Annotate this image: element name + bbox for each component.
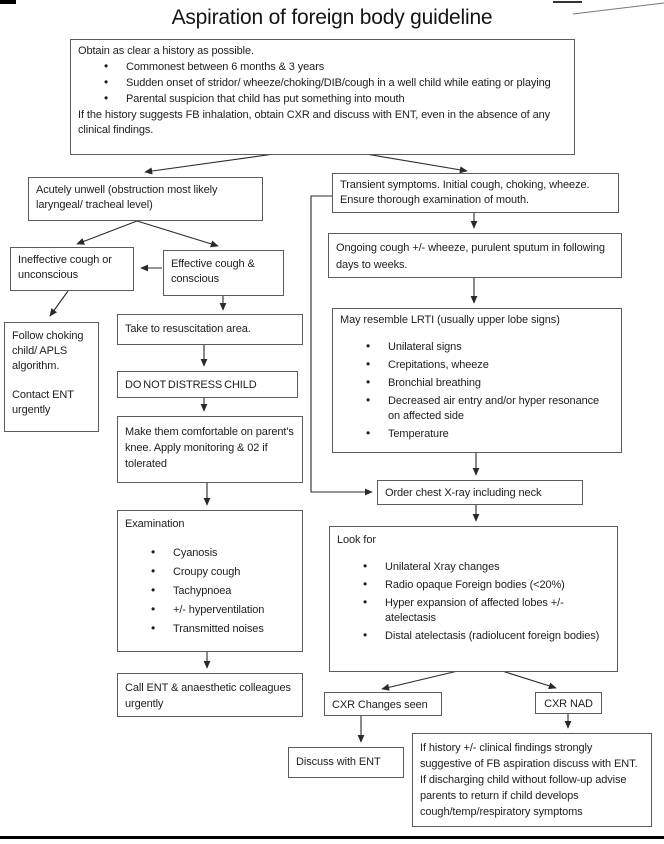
look-for-bullet: • Distal atelectasis (radiolucent foreign bodies) [363, 629, 610, 644]
lrti-header: May resemble LRTI (usually upper lobe signs) [340, 314, 560, 326]
transient-symptoms-box: Transient symptoms. Initial cough, choking, wheeze. Ensure thorough examination of mouth. [332, 173, 619, 213]
ongoing-cough-box: Ongoing cough +/- wheeze, purulent sputum in following days to weeks. [328, 233, 622, 278]
look-for-bullet: • Unilateral Xray changes [363, 560, 610, 575]
lrti-bullet: • Decreased air entry and/or hyper resonance on affected side [366, 394, 614, 424]
examination-bullet: • +/- hyperventilation [151, 603, 295, 618]
history-bullet: • Sudden onset of stridor/ wheeze/choking/DIB/cough in a well child while eating or playing [104, 76, 567, 91]
may-resemble-lrti-box [332, 308, 622, 453]
scan-artifact-top-left [0, 0, 16, 4]
make-comfortable-box: Make them comfortable on parent's knee. Apply monitoring & 02 if tolerated [117, 416, 303, 483]
examination-bullet: • Cyanosis [151, 546, 295, 561]
history-intro: Obtain as clear a history as possible. [78, 45, 254, 57]
examination-bullet: • Tachypnoea [151, 584, 295, 599]
resuscitation-area-box: Take to resuscitation area. [117, 314, 303, 345]
history-bullet: • Commonest between 6 months & 3 years [104, 60, 567, 75]
effective-cough-box: Effective cough & conscious [163, 250, 284, 296]
discharge-advice-box: If history +/- clinical findings strongly suggestive of FB aspiration discuss with ENT. If discharging child without follow-up advise parents to return if child develops cough/temp/respiratory symptoms [412, 733, 652, 827]
examination-bullet-list [125, 546, 295, 637]
acutely-unwell-box: Acutely unwell (obstruction most likely laryngeal/ tracheal level) [28, 177, 263, 221]
examination-box [117, 510, 303, 652]
arrow-acutely-to-effective [137, 221, 218, 246]
look-for-header: Look for [337, 534, 376, 546]
history-outro: If the history suggests FB inhalation, obtain CXR and discuss with ENT, even in the absence of any clinical findings. [78, 109, 551, 136]
lrti-bullet-list [340, 340, 614, 442]
lrti-bullet: • Bronchial breathing [366, 376, 614, 391]
look-for-bullet: • Hyper expansion of affected lobes +/- atelectasis [363, 596, 610, 626]
discuss-with-ent-box: Discuss with ENT [288, 747, 404, 778]
lrti-bullet: • Temperature [366, 427, 614, 442]
history-bullet: • Parental suspicion that child has put something into mouth [104, 92, 567, 107]
order-cxr-box: Order chest X-ray including neck [377, 480, 583, 505]
examination-bullet: • Croupy cough [151, 565, 295, 580]
history-bullet-list [78, 60, 567, 107]
cxr-nad-box: CXR NAD [535, 692, 602, 714]
examination-bullet: • Transmitted noises [151, 622, 295, 637]
cxr-changes-seen-box: CXR Changes seen [324, 692, 442, 716]
ineffective-cough-box: Ineffective cough or unconscious [10, 247, 134, 291]
history-box [70, 39, 575, 155]
arrow-acutely-to-ineffective [77, 221, 137, 244]
examination-header: Examination [125, 518, 185, 530]
lrti-bullet: • Unilateral signs [366, 340, 614, 355]
follow-choking-box [4, 322, 99, 432]
call-ent-box: Call ENT & anaesthetic colleagues urgently [117, 673, 303, 717]
do-not-distress-box: DO NOT DISTRESS CHILD [117, 371, 298, 398]
scan-artifact-bottom-rule [0, 836, 664, 839]
look-for-box [329, 526, 618, 672]
page-title: Aspiration of foreign body guideline [171, 6, 493, 29]
follow-choking-line2: Contact ENT urgently [12, 389, 74, 416]
look-for-bullet: • Radio opaque Foreign bodies (<20%) [363, 578, 610, 593]
lrti-bullet: • Crepitations, wheeze [366, 358, 614, 373]
arrow-ineffective-to-follow-choking [50, 291, 68, 316]
follow-choking-line1: Follow choking child/ APLS algorithm. [12, 330, 84, 372]
look-for-bullet-list [337, 560, 610, 644]
